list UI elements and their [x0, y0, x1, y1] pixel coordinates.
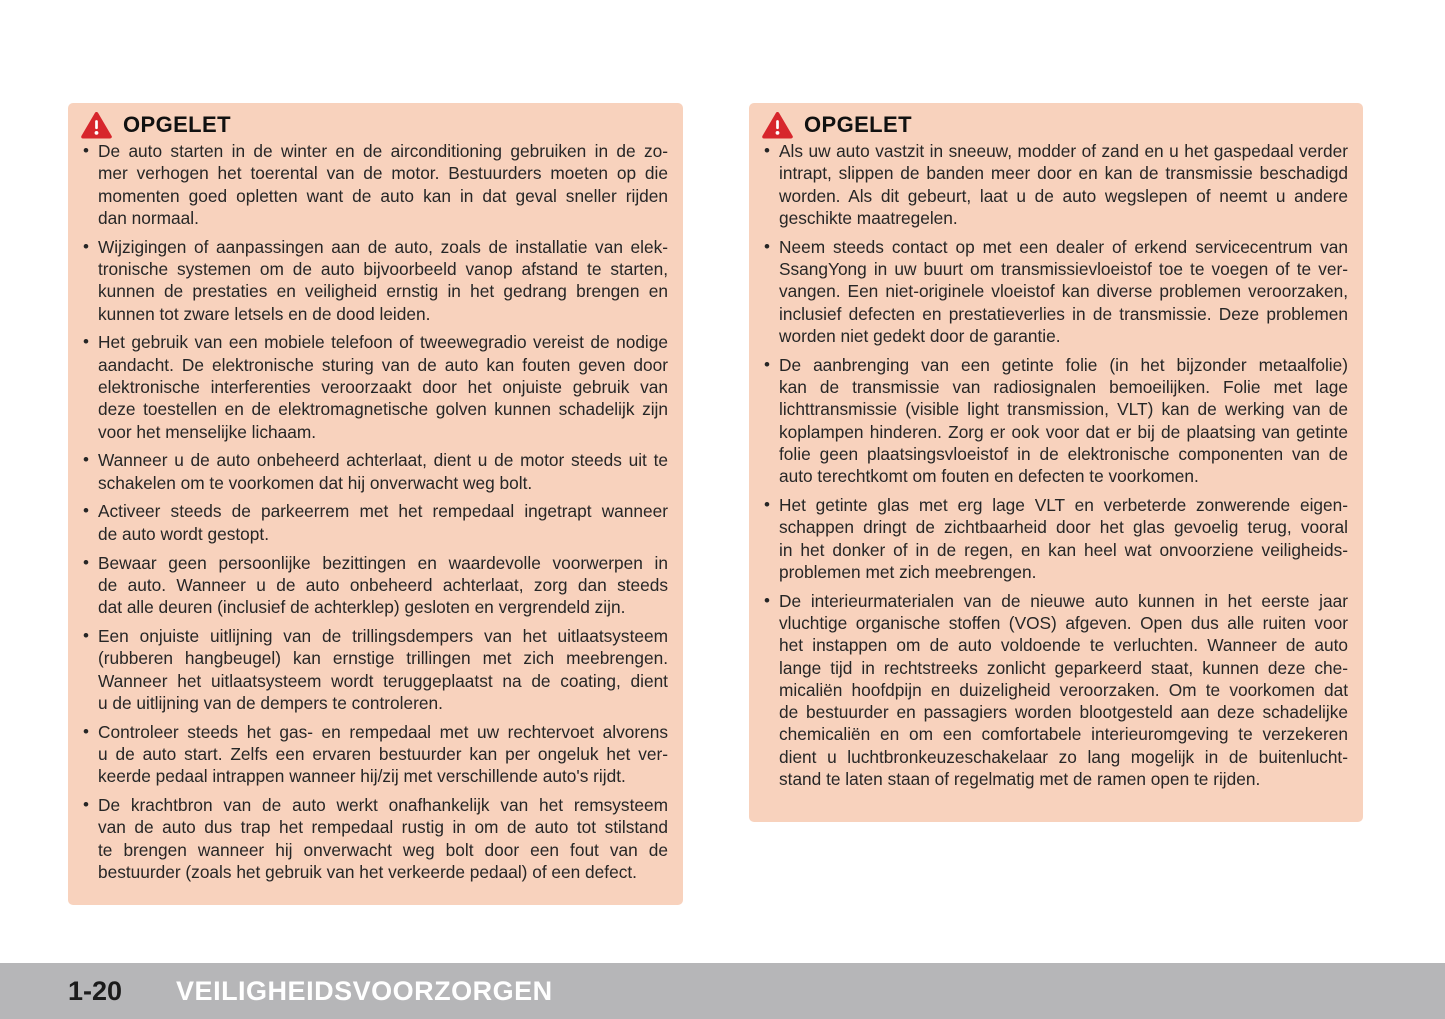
bullet-text-line: voor het menselijke lichaam.: [98, 421, 317, 442]
page-number: 1-20: [68, 975, 123, 1006]
bullet-text-line: worden. Als dit gebeurt, laat u de auto wegslepen of neemt u andere: [779, 185, 1348, 206]
bullet-marker-icon: •: [764, 236, 770, 256]
bullet-text-line: dan normaal.: [98, 207, 199, 228]
bullet-text-line: Neem steeds contact op met een dealer of erkend servicecentrum van: [779, 236, 1348, 257]
bullet-text-line: de auto wordt gestopt.: [98, 523, 270, 544]
list-item: [83, 331, 668, 442]
bullet-marker-icon: •: [764, 141, 770, 160]
bullet-text-line: bestuurder (zoals het gebruik van het verkeerde pedaal) of een defect.: [98, 861, 637, 882]
bullet-text-line: kan de transmissie van radiosignalen bemoeilijken. Folie met lage: [779, 376, 1348, 397]
bullet-text-line: lichttransmissie (visible light transmission, VLT) kan de werking van de: [779, 399, 1348, 420]
bullet-text-line: koplampen hinderen. Zorg er ook voor dat er bij de plaatsing van getinte: [779, 421, 1348, 442]
bullet-text-line: folie geen plaatsingsvloeistof in de elektronische componenten van de: [779, 443, 1348, 464]
bullet-text-line: in het donker of in de regen, en kan heel wat onvoorziene veiligheids-: [779, 539, 1348, 560]
list-item: [83, 552, 668, 619]
warning-title: OPGELET: [123, 112, 231, 137]
bullet-text-line: De krachtbron van de auto werkt onafhankelijk van het remsysteem: [98, 795, 668, 816]
list-item: [83, 721, 668, 788]
bullet-marker-icon: •: [83, 141, 89, 160]
list-item: [764, 494, 1348, 583]
list-item: [764, 354, 1348, 488]
bullet-text-line: micaliën hoofdpijn en duizeligheid veroorzaken. Om te voorkomen dat: [779, 679, 1348, 700]
list-item: [83, 500, 668, 545]
warning-header-right: [749, 103, 1363, 137]
footer-bar: [0, 963, 1445, 1019]
bullet-text-line: (rubberen hangbeugel) kan ernstige trillingen met zich meebrengen.: [98, 648, 668, 669]
bullet-marker-icon: •: [83, 501, 89, 521]
bullet-text-line: inclusief defecten en prestatieverlies in de transmissie. Deze problemen: [779, 303, 1348, 324]
bullet-text-line: momenten goed opletten want de auto kan in dat geval sneller rijden: [98, 185, 668, 206]
bullet-text-line: u de uitlijning van de dempers te controleren.: [98, 692, 443, 713]
bullet-text-line: de auto. Wanneer u de auto onbeheerd achterlaat, zorg dan steeds: [98, 574, 668, 595]
bullet-text-line: chemicaliën en om een comfortabele interieuromgeving te verzekeren: [779, 724, 1348, 745]
bullet-text-line: te brengen wanneer hij onverwacht weg bolt door een fout van de: [98, 839, 668, 860]
bullet-marker-icon: •: [83, 721, 89, 741]
bullet-text-line: deze toestellen en de elektromagnetische golven kunnen schadelijk zijn: [98, 399, 668, 420]
bullet-text-line: het instappen om de auto voldoende te verluchten. Wanneer de auto: [779, 635, 1348, 656]
bullet-list: [68, 140, 683, 883]
bullet-marker-icon: •: [83, 450, 89, 470]
bullet-text-line: keerde pedaal intrappen wanneer hij/zij met verschillende auto's rijdt.: [98, 766, 626, 787]
bullet-text-line: mer verhogen het toerental van de motor. Bestuurders moeten op die: [98, 163, 668, 184]
bullet-text-line: Een onjuiste uitlijning van de trillingsdempers van het uitlaatsysteem: [98, 625, 668, 646]
bullet-text-line: Activeer steeds de parkeerrem met het rempedaal ingetrapt wanneer: [98, 501, 668, 522]
list-item: [83, 449, 668, 494]
bullet-text-line: geschikte maatregelen.: [779, 207, 958, 228]
bullet-text-line: Controleer steeds het gas- en rempedaal met uw rechtervoet alvorens: [98, 721, 668, 742]
bullet-text-line: auto terechtkomt om fouten en defecten te voorkomen.: [779, 466, 1199, 487]
footer-section-title: VEILIGHEIDSVOORZORGEN: [176, 975, 553, 1006]
list-item: [83, 625, 668, 714]
list-item: [764, 590, 1348, 791]
bullet-text-line: schakelen om te voorkomen dat hij onverwacht weg bolt.: [98, 472, 533, 493]
bullet-text-line: elektronische interferenties veroorzaakt door het onjuiste gebruik van: [98, 376, 668, 397]
bullet-text-line: dient u luchtbronkeuzeschakelaar zo lang mogelijk in de buitenlucht-: [779, 746, 1348, 767]
bullet-text-line: tronische systemen om de auto bijvoorbeeld vanop afstand te starten,: [98, 258, 668, 279]
bullet-text-line: Het getinte glas met erg lage VLT en verbeterde zonwerende eigen-: [779, 494, 1348, 515]
bullet-text-line: lange tijd in rechtstreeks zonlicht geparkeerd staat, kunnen deze che-: [779, 657, 1348, 678]
bullet-text-line: Wijzigingen of aanpassingen aan de auto, zoals de installatie van elek-: [98, 236, 668, 257]
bullet-text-line: schappen dringt de zichtbaarheid door het glas gevoelig terug, vooral: [779, 517, 1348, 538]
bullet-text-line: De auto starten in de winter en de airconditioning gebruiken in de zo-: [98, 141, 668, 161]
bullet-text-line: Het gebruik van een mobiele telefoon of tweewegradio vereist de nodige: [98, 332, 668, 353]
bullet-marker-icon: •: [764, 590, 770, 610]
bullet-list: [749, 140, 1363, 790]
bullet-text-line: van de auto dus trap het rempedaal rustig in om de auto tot stilstand: [98, 817, 668, 838]
bullet-text-line: De interieurmaterialen van de nieuwe auto kunnen in het eerste jaar: [779, 590, 1348, 611]
bullet-text-line: Bewaar geen persoonlijke bezittingen en waardevolle voorwerpen in: [98, 552, 668, 573]
list-item: [83, 794, 668, 883]
list-item: [83, 236, 668, 325]
warning-title: OPGELET: [804, 112, 912, 137]
bullet-text-line: u de auto start. Zelfs een ervaren bestuurder kan per ongeluk het ver-: [98, 743, 668, 764]
bullet-text-line: Wanneer u de auto onbeheerd achterlaat, dient u de motor steeds uit te: [98, 450, 668, 471]
warning-triangle-icon: [81, 112, 112, 139]
warning-header-left: [68, 103, 683, 137]
bullet-marker-icon: •: [764, 494, 770, 514]
bullet-text-line: De aanbrenging van een getinte folie (in het bijzonder metaalfolie): [779, 354, 1348, 375]
bullet-marker-icon: •: [83, 236, 89, 256]
bullet-text-line: problemen met zich meebrengen.: [779, 561, 1037, 582]
bullet-marker-icon: •: [764, 354, 770, 374]
bullet-text-line: vangen. Een niet-originele vloeistof kan diverse problemen veroorzaken,: [779, 281, 1348, 302]
warning-box-right: [749, 103, 1363, 822]
bullet-marker-icon: •: [83, 625, 89, 645]
bullet-text-line: worden niet gedekt door de garantie.: [779, 325, 1061, 346]
warning-box-left: [68, 103, 683, 905]
bullet-text-line: kunnen tot zware letsels en de dood leiden.: [98, 303, 431, 324]
bullet-text-line: SsangYong in uw buurt om transmissievloeistof toe te voegen of te ver-: [779, 258, 1348, 279]
bullet-text-line: Als uw auto vastzit in sneeuw, modder of zand en u het gaspedaal verder: [779, 141, 1348, 161]
bullet-marker-icon: •: [83, 552, 89, 572]
bullet-marker-icon: •: [83, 795, 89, 815]
bullet-text-line: kunnen de prestaties en veiligheid ernstig in het gedrang brengen en: [98, 281, 668, 302]
bullet-text-line: de bestuurder en passagiers worden blootgesteld aan deze schadelijke: [779, 702, 1348, 723]
bullet-text-line: dat alle deuren (inclusief de achterklep) gesloten en vergrendeld zijn.: [98, 597, 626, 618]
bullet-text-line: aandacht. De elektronische sturing van de auto kan fouten geven door: [98, 354, 668, 375]
list-item: [83, 140, 668, 229]
bullet-text-line: Wanneer het uitlaatsysteem wordt teruggeplaatst na de coating, dient: [98, 670, 668, 691]
bullet-text-line: intrapt, slippen de banden meer door en kan de transmissie beschadigd: [779, 163, 1348, 184]
list-item: [764, 140, 1348, 229]
warning-triangle-icon: [762, 112, 793, 139]
bullet-text-line: vluchtige organische stoffen (VOS) afgeven. Open dus alle ruiten voor: [779, 612, 1348, 633]
bullet-marker-icon: •: [83, 332, 89, 352]
bullet-text-line: stand te laten staan of regelmatig met de ramen open te rijden.: [779, 769, 1261, 790]
list-item: [764, 236, 1348, 347]
